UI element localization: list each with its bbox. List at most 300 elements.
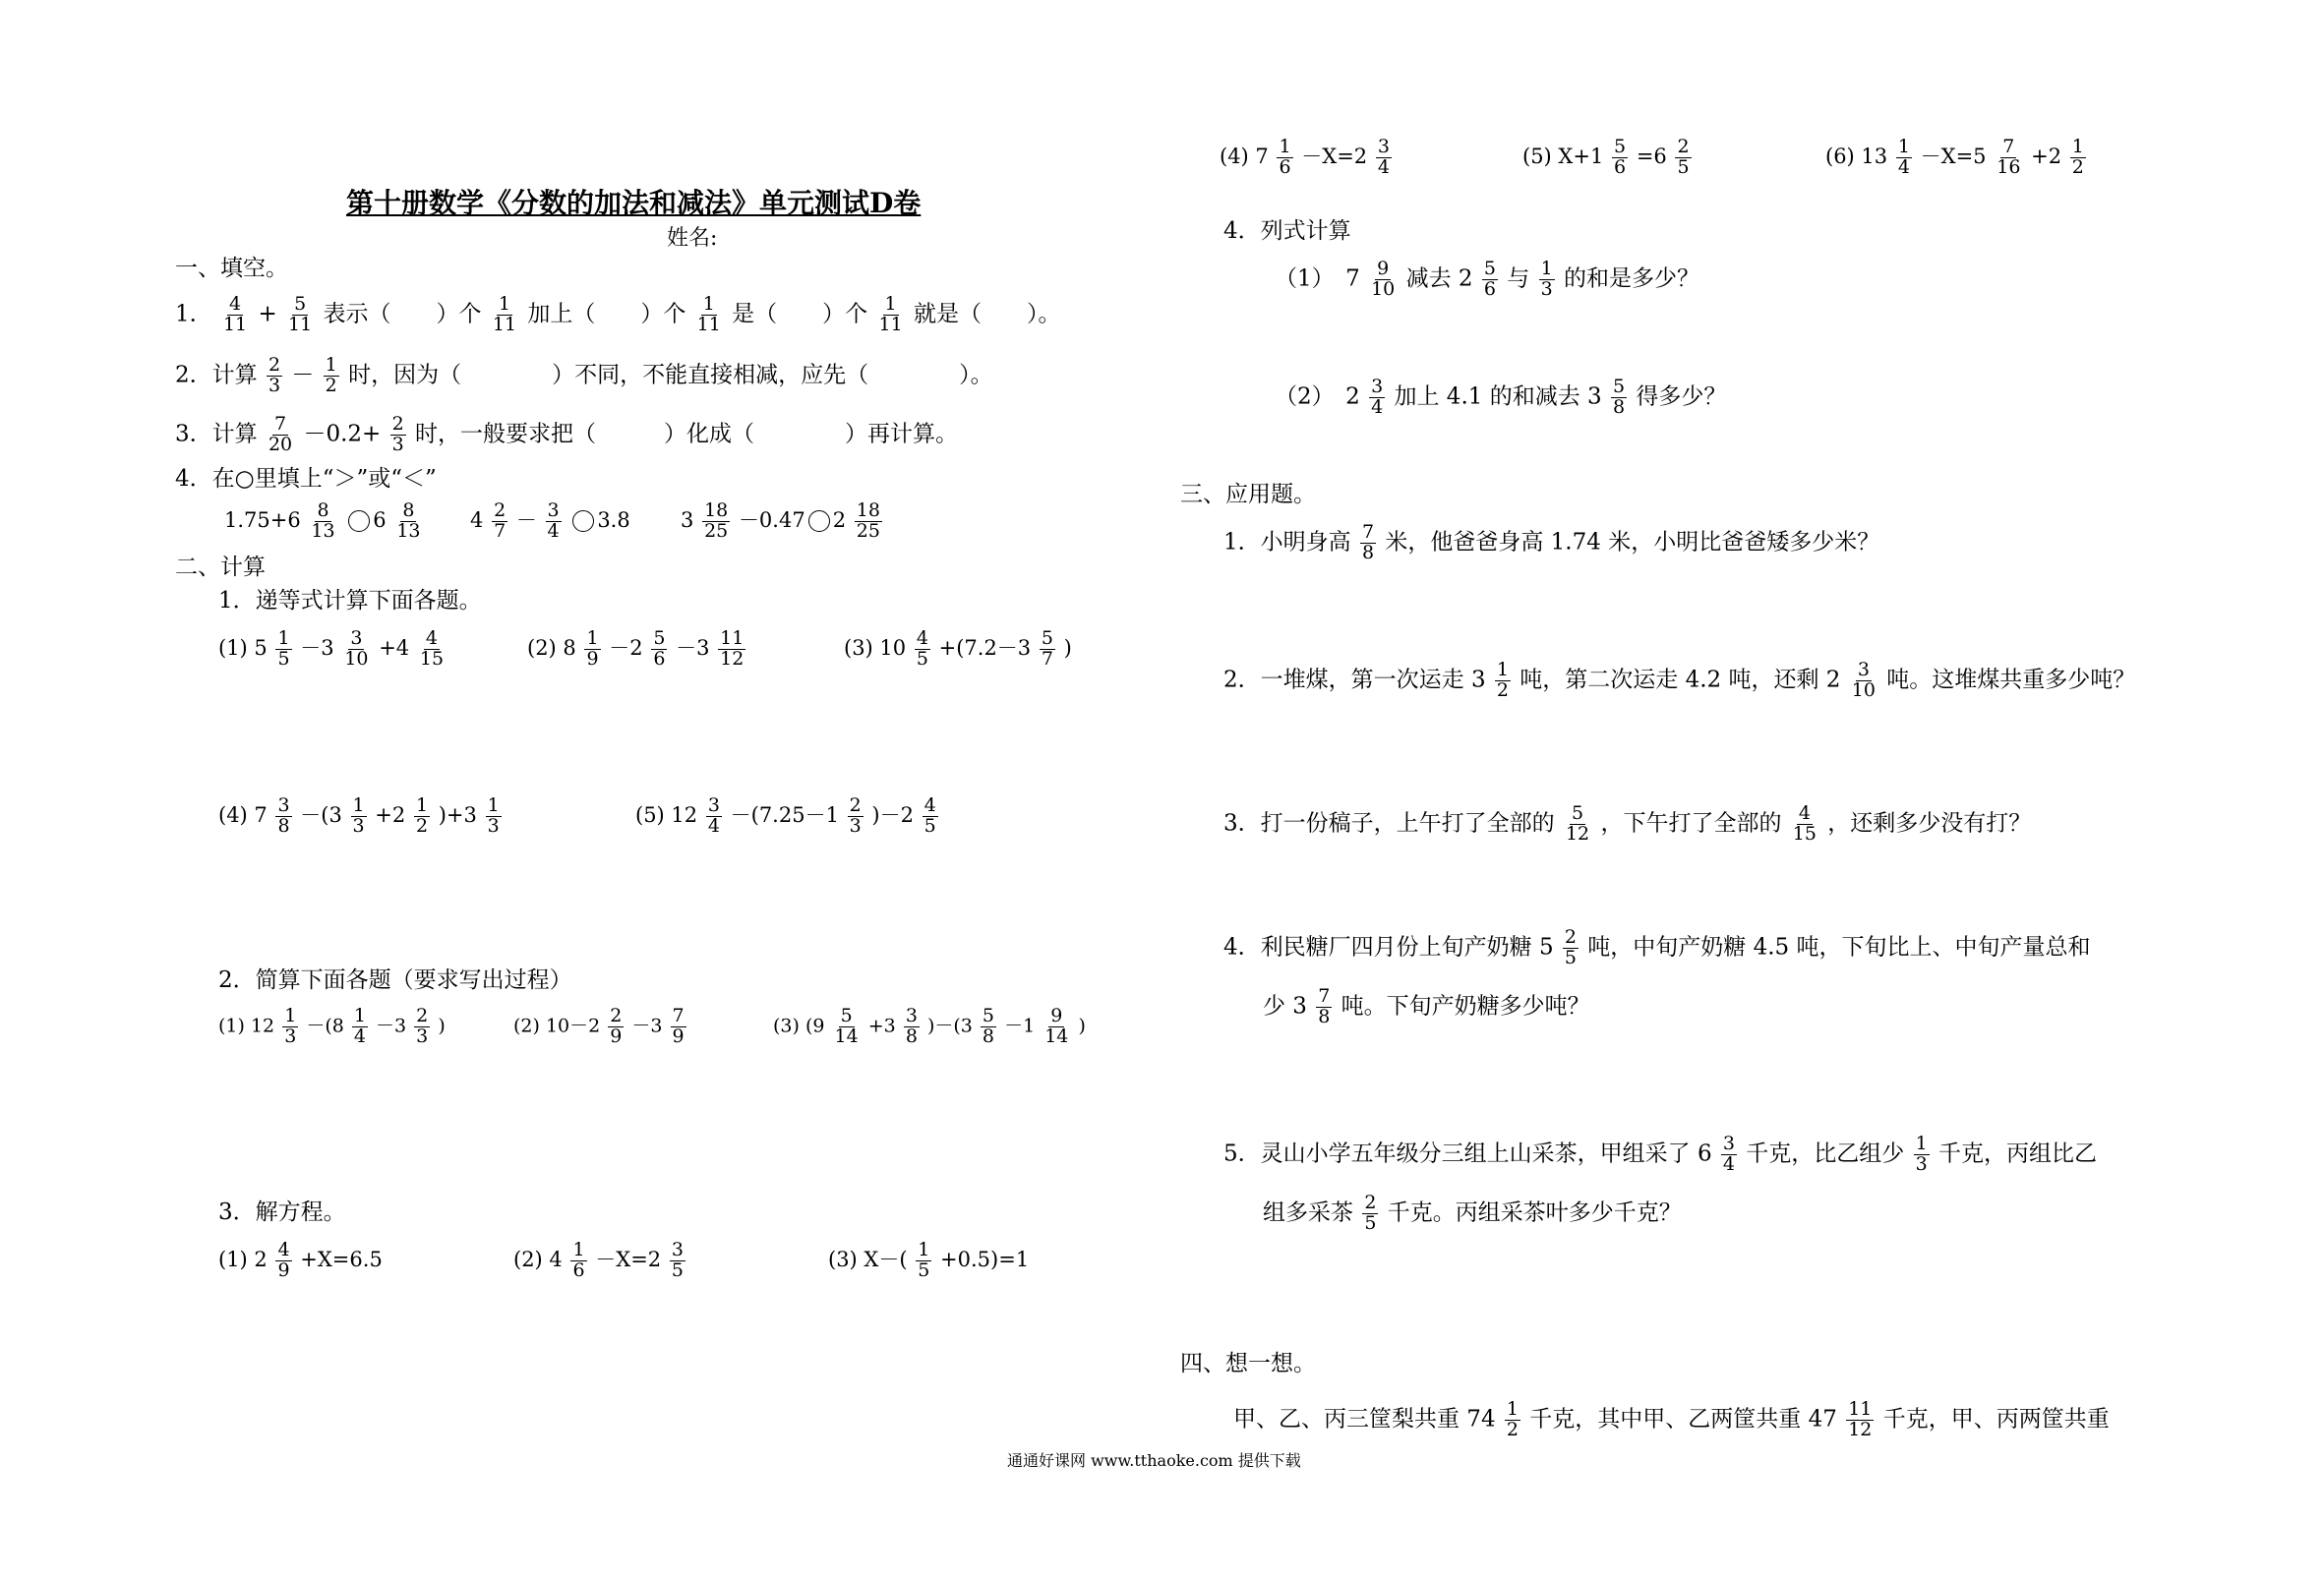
text-segment: (1) 12	[218, 1015, 275, 1037]
fraction	[221, 295, 249, 335]
text-segment: (2) 8	[527, 635, 576, 660]
fraction	[695, 295, 723, 335]
numerator: 3	[1722, 1133, 1735, 1154]
fraction	[267, 415, 294, 455]
numerator: 7	[1318, 985, 1331, 1007]
denominator: 3	[391, 433, 404, 455]
calc-item	[635, 796, 940, 837]
fraction	[702, 501, 730, 542]
text-segment: ，下午打了全部的	[1600, 810, 1782, 837]
denominator: 6	[572, 1258, 585, 1281]
numerator: 4	[1798, 802, 1811, 824]
section-1-heading: 一、填空。	[175, 256, 288, 281]
fraction	[414, 1007, 430, 1047]
fraction	[981, 1007, 996, 1047]
denominator: 12	[1565, 822, 1590, 845]
fraction	[1362, 1194, 1378, 1234]
fraction	[1369, 378, 1385, 418]
numerator: 5	[1572, 802, 1584, 824]
fraction	[833, 1007, 861, 1047]
numerator: 4	[916, 627, 928, 649]
fill-question-1	[175, 295, 1060, 335]
compare-item-3	[681, 501, 884, 542]
numerator: 4	[229, 293, 242, 315]
numerator: 1	[1506, 1398, 1519, 1420]
text-segment: 6	[373, 507, 387, 532]
footer-credit: 通通好课网 www.tthaoke.com 提供下载	[1007, 1451, 1301, 1470]
numerator: 5	[982, 1005, 995, 1026]
text-segment: －	[291, 362, 315, 388]
fraction	[1791, 804, 1818, 845]
denominator: 11	[492, 313, 517, 335]
fraction	[342, 629, 370, 670]
calc-item	[218, 629, 447, 670]
text-segment: 的和是多少？	[1563, 265, 1699, 292]
fraction	[1564, 804, 1591, 845]
text-segment: (3) X－(	[828, 1247, 908, 1271]
numerator: 3	[1371, 376, 1384, 397]
text-segment: －2	[609, 635, 643, 660]
text-segment: 组多采茶	[1263, 1199, 1353, 1226]
fraction	[1505, 1400, 1520, 1440]
numerator: 9	[1050, 1005, 1063, 1026]
denominator: 8	[1361, 541, 1375, 563]
thinking-problem	[1233, 1400, 2110, 1440]
denominator: 12	[720, 647, 745, 670]
fraction	[1360, 523, 1376, 563]
fraction	[1563, 928, 1579, 968]
fraction	[275, 1241, 291, 1281]
denominator: 11	[288, 313, 313, 335]
denominator: 2	[415, 814, 429, 837]
fraction	[1914, 1135, 1930, 1175]
compare-item-2	[470, 501, 630, 542]
text-segment: 3．计算	[175, 421, 258, 447]
fraction	[418, 629, 446, 670]
text-segment: －X=2	[1301, 144, 1368, 168]
text-segment: 甲、乙、丙三筐梨共重 74	[1233, 1406, 1496, 1433]
text-segment: 吨。下旬产奶糖多少吨？	[1341, 993, 1590, 1020]
fraction	[718, 629, 745, 670]
fraction	[286, 295, 314, 335]
text-segment: +	[258, 301, 277, 327]
denominator: 5	[671, 1258, 684, 1281]
denominator: 8	[905, 1024, 918, 1047]
text-segment: (3) (9	[773, 1015, 825, 1037]
word-problem-5-cont	[1263, 1194, 1682, 1234]
numerator: 3	[277, 794, 290, 816]
denominator: 25	[856, 519, 880, 542]
text-segment: ，还剩多少没有打？	[1827, 810, 2032, 837]
text-segment: )	[438, 1015, 446, 1037]
text-segment: －(8	[306, 1015, 344, 1037]
fraction	[1896, 138, 1912, 178]
text-segment: －X=2	[595, 1247, 662, 1271]
numerator: 2	[610, 1005, 623, 1026]
denominator: 5	[924, 814, 936, 837]
fraction	[1850, 661, 1877, 701]
fraction	[706, 796, 722, 837]
numerator: 5	[294, 293, 307, 315]
numerator: 3	[350, 627, 363, 649]
text-segment: 减去 2	[1405, 265, 1473, 292]
fraction	[2070, 138, 2086, 178]
numerator: 1	[586, 627, 599, 649]
text-segment: +X=6.5	[300, 1247, 383, 1271]
text-segment: 是（ ）个	[732, 301, 868, 327]
equation-item	[828, 1241, 1029, 1281]
fraction	[855, 501, 882, 542]
section-2-heading: 二、计算	[175, 555, 266, 580]
denominator: 8	[277, 814, 290, 837]
compare-circle[interactable]	[348, 510, 370, 532]
denominator: 4	[1371, 395, 1384, 418]
denominator: 6	[1483, 277, 1496, 300]
numerator: 8	[402, 499, 415, 521]
text-segment: 得多少？	[1636, 383, 1727, 410]
numerator: 2	[268, 354, 281, 376]
numerator: 1	[1915, 1133, 1928, 1154]
calc-part-3-title: 3．解方程。	[218, 1199, 346, 1225]
denominator: 9	[586, 647, 599, 670]
text-segment: －(3	[300, 802, 342, 827]
fraction	[876, 295, 904, 335]
fraction	[1043, 1007, 1070, 1047]
numerator: 4	[924, 794, 936, 816]
denominator: 6	[1279, 155, 1291, 178]
numerator: 1	[353, 1005, 366, 1026]
denominator: 5	[277, 647, 290, 670]
numerator: 5	[653, 627, 666, 649]
numerator: 1	[1540, 258, 1553, 279]
text-segment: （2） 2	[1275, 383, 1360, 410]
fill-question-2	[175, 356, 993, 396]
text-segment: 千克，比乙组少	[1746, 1140, 1905, 1167]
numerator: 1	[487, 794, 500, 816]
text-segment: =6	[1636, 144, 1667, 168]
fraction	[1369, 260, 1397, 300]
fraction	[1721, 1135, 1737, 1175]
denominator: 4	[707, 814, 720, 837]
fraction	[915, 629, 930, 670]
text-segment: 4．利民糖厂四月份上旬产奶糖 5	[1223, 934, 1554, 961]
numerator: 1	[2071, 136, 2084, 157]
text-segment: )－(3	[926, 1015, 973, 1037]
text-segment: 时，因为（ ）不同，不能直接相减，应先（ ）。	[348, 362, 993, 388]
fraction	[1376, 138, 1392, 178]
text-segment: (6) 13	[1825, 144, 1888, 168]
word-calc-item	[1275, 260, 1699, 300]
text-segment: 5．灵山小学五年级分三组上山采茶，甲组采了 6	[1223, 1140, 1712, 1167]
denominator: 3	[849, 814, 862, 837]
text-segment: －3	[631, 1015, 663, 1037]
numerator: 4	[277, 1239, 290, 1260]
denominator: 10	[1851, 678, 1876, 701]
compare-circle[interactable]	[572, 510, 594, 532]
numerator: 3	[707, 794, 720, 816]
numerator: 2	[416, 1005, 429, 1026]
numerator: 11	[720, 627, 745, 649]
fraction	[1611, 378, 1627, 418]
text-segment: 1.75+6	[224, 507, 301, 532]
calc-item	[527, 629, 747, 670]
equation-item	[513, 1241, 687, 1281]
fraction	[1675, 138, 1691, 178]
numerator: 1	[918, 1239, 930, 1260]
word-problem-4-cont	[1263, 987, 1590, 1027]
text-segment: 米，他爸爸身高 1.74 米，小明比爸爸矮多少米？	[1385, 529, 1880, 556]
text-segment: 加上 4.1 的和减去 3	[1394, 383, 1602, 410]
text-segment: －0.2+	[303, 421, 382, 447]
numerator: 3	[547, 499, 560, 521]
text-segment: )	[1078, 1015, 1086, 1037]
fraction	[414, 796, 430, 837]
denominator: 2	[2071, 155, 2084, 178]
numerator: 18	[856, 499, 880, 521]
text-segment: )－2	[871, 802, 914, 827]
text-segment: (1) 2	[218, 1247, 268, 1271]
denominator: 8	[1318, 1005, 1331, 1027]
denominator: 11	[222, 313, 248, 335]
numerator: 3	[1377, 136, 1390, 157]
fraction	[352, 1007, 368, 1047]
text-segment: 4	[470, 507, 484, 532]
fraction	[282, 1007, 298, 1047]
word-problem-2	[1223, 661, 2135, 701]
word-problem-3	[1223, 804, 2031, 845]
fraction	[1277, 138, 1292, 178]
numerator: 4	[425, 627, 438, 649]
text-segment: 吨。这堆煤共重多少吨？	[1886, 667, 2136, 693]
text-segment: 吨，第二次运走 4.2 吨，还剩 2	[1520, 667, 1841, 693]
denominator: 3	[1915, 1152, 1928, 1175]
fraction	[546, 501, 562, 542]
fraction	[324, 356, 339, 396]
text-segment: 千克，甲、丙两筐共重	[1882, 1406, 2110, 1433]
denominator: 7	[1041, 647, 1053, 670]
text-segment: +3	[867, 1015, 896, 1037]
text-segment: (2) 10－2	[513, 1015, 601, 1037]
equation-item	[1522, 138, 1694, 178]
fraction	[492, 501, 507, 542]
denominator: 5	[1677, 155, 1690, 178]
calc-item	[218, 796, 504, 837]
denominator: 4	[1897, 155, 1910, 178]
text-segment: －1	[1004, 1015, 1036, 1037]
section-4-heading: 四、想一想。	[1180, 1351, 1316, 1376]
calc-part-2-title: 2．简算下面各题（要求写出过程）	[218, 967, 572, 993]
denominator: 3	[352, 814, 365, 837]
text-segment: 吨，中旬产奶糖 4.5 吨，下旬比上、中旬产量总和	[1587, 934, 2091, 961]
simplify-item	[773, 1007, 1086, 1047]
text-segment: －	[515, 507, 537, 532]
text-segment: (3) 10	[844, 635, 907, 660]
fraction	[570, 1241, 586, 1281]
page-title: 第十册数学《分数的加法和减法》单元测试D卷	[346, 187, 922, 219]
denominator: 16	[1996, 155, 2021, 178]
text-segment: 1．小明身高	[1223, 529, 1351, 556]
calc-part-4-title: 4．列式计算	[1223, 218, 1351, 244]
text-segment: －3	[676, 635, 710, 660]
simplify-item	[513, 1007, 688, 1047]
word-problem-5	[1223, 1135, 2097, 1175]
calc-item	[844, 629, 1072, 670]
fraction	[1040, 629, 1055, 670]
numerator: 2	[494, 499, 507, 521]
equation-item	[218, 1241, 383, 1281]
denominator: 3	[284, 1024, 297, 1047]
compare-circle[interactable]	[808, 510, 830, 532]
text-segment: －0.47	[738, 507, 805, 532]
text-segment: 2	[832, 507, 847, 532]
text-segment: 加上（ ）个	[527, 301, 686, 327]
denominator: 20	[268, 433, 293, 455]
numerator: 7	[672, 1005, 685, 1026]
text-segment: －3	[300, 635, 334, 660]
numerator: 3	[671, 1239, 684, 1260]
denominator: 11	[696, 313, 721, 335]
denominator: 5	[918, 1258, 930, 1281]
numerator: 11	[1848, 1398, 1873, 1420]
numerator: 7	[1361, 521, 1375, 543]
calc-part-1-title: 1．递等式计算下面各题。	[218, 588, 482, 614]
numerator: 7	[2002, 136, 2015, 157]
denominator: 5	[1364, 1211, 1377, 1234]
fraction	[670, 1241, 685, 1281]
numerator: 5	[1041, 627, 1053, 649]
numerator: 1	[1897, 136, 1910, 157]
text-segment: －3	[376, 1015, 407, 1037]
denominator: 6	[653, 647, 666, 670]
text-segment: 表示（ ）个	[323, 301, 482, 327]
text-segment: 3	[681, 507, 694, 532]
denominator: 4	[547, 519, 560, 542]
numerator: 1	[277, 627, 290, 649]
numerator: 1	[498, 293, 510, 315]
numerator: 1	[415, 794, 429, 816]
text-segment: 与	[1507, 265, 1530, 292]
fraction	[904, 1007, 920, 1047]
numerator: 1	[352, 794, 365, 816]
text-segment: 3.8	[597, 507, 630, 532]
numerator: 2	[1677, 136, 1690, 157]
fraction	[267, 356, 282, 396]
numerator: 18	[704, 499, 729, 521]
fraction	[1316, 987, 1332, 1027]
denominator: 7	[494, 519, 507, 542]
denominator: 5	[916, 647, 928, 670]
denominator: 6	[1614, 155, 1627, 178]
fraction	[1495, 661, 1511, 701]
compare-item-1	[224, 501, 425, 542]
fraction	[351, 796, 367, 837]
denominator: 2	[1506, 1418, 1519, 1440]
text-segment: (4) 7	[1220, 144, 1269, 168]
numerator: 5	[1483, 258, 1496, 279]
text-segment: +0.5)=1	[940, 1247, 1030, 1271]
fraction	[491, 295, 518, 335]
text-segment: )	[1063, 635, 1072, 660]
denominator: 4	[353, 1024, 366, 1047]
numerator: 5	[1614, 136, 1627, 157]
numerator: 5	[840, 1005, 853, 1026]
denominator: 15	[1792, 822, 1817, 845]
denominator: 3	[416, 1024, 429, 1047]
text-segment: 千克，其中甲、乙两筐共重 47	[1529, 1406, 1837, 1433]
denominator: 11	[878, 313, 903, 335]
text-segment: （1） 7	[1275, 265, 1360, 292]
denominator: 8	[982, 1024, 995, 1047]
text-segment: 千克，丙组比乙	[1938, 1140, 2098, 1167]
fill-question-4: 4．在○里填上“＞”或“＜”	[175, 466, 437, 492]
numerator: 2	[1564, 926, 1577, 948]
denominator: 9	[672, 1024, 685, 1047]
numerator: 1	[284, 1005, 297, 1026]
denominator: 9	[610, 1024, 623, 1047]
fraction	[1539, 260, 1555, 300]
numerator: 8	[317, 499, 329, 521]
word-problem-1	[1223, 523, 1879, 563]
numerator: 1	[1496, 659, 1509, 680]
text-segment: 千克。丙组采茶叶多少千克？	[1387, 1199, 1682, 1226]
text-segment: (4) 7	[218, 802, 268, 827]
denominator: 10	[1371, 277, 1396, 300]
denominator: 13	[311, 519, 335, 542]
text-segment: (5) 12	[635, 802, 698, 827]
denominator: 5	[1564, 946, 1577, 968]
text-segment: )+3	[438, 802, 477, 827]
denominator: 14	[1044, 1024, 1069, 1047]
denominator: 10	[344, 647, 369, 670]
denominator: 4	[1377, 155, 1390, 178]
numerator: 1	[572, 1239, 585, 1260]
denominator: 4	[1722, 1152, 1735, 1175]
numerator: 2	[849, 794, 862, 816]
fraction	[651, 629, 667, 670]
fill-question-3	[175, 415, 958, 455]
numerator: 5	[1612, 376, 1626, 397]
denominator: 2	[1496, 678, 1509, 701]
denominator: 9	[277, 1258, 290, 1281]
text-segment: (5) X+1	[1522, 144, 1604, 168]
denominator: 3	[1540, 277, 1553, 300]
numerator: 1	[1279, 136, 1291, 157]
fraction	[486, 796, 502, 837]
text-segment: －X=5	[1920, 144, 1987, 168]
text-segment: (2) 4	[513, 1247, 563, 1271]
section-3-heading: 三、应用题。	[1180, 482, 1316, 507]
fraction	[916, 1241, 931, 1281]
denominator: 3	[487, 814, 500, 837]
numerator: 1	[325, 354, 337, 376]
text-segment: 2．计算	[175, 362, 258, 388]
text-segment: －(7.25－1	[730, 802, 839, 827]
text-segment: 3．打一份稿子，上午打了全部的	[1223, 810, 1555, 837]
fraction	[275, 629, 291, 670]
fraction	[848, 796, 864, 837]
numerator: 7	[274, 413, 287, 435]
text-segment: (1) 5	[218, 635, 268, 660]
equation-item	[1825, 138, 2088, 178]
denominator: 8	[1612, 395, 1626, 418]
fraction	[608, 1007, 624, 1047]
text-segment: +(7.2－3	[938, 635, 1032, 660]
fraction	[394, 501, 422, 542]
fraction	[1482, 260, 1498, 300]
denominator: 15	[419, 647, 445, 670]
numerator: 1	[702, 293, 715, 315]
denominator: 2	[325, 374, 337, 396]
